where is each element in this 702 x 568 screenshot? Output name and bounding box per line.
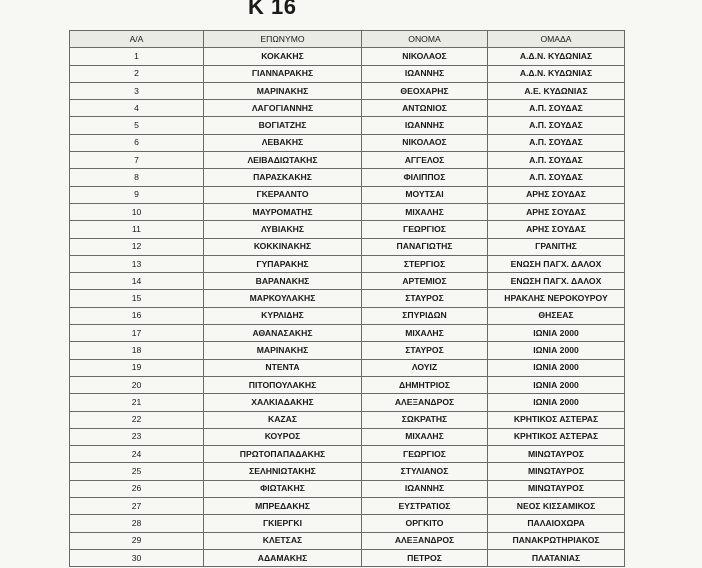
cell-surname: ΜΑΡΙΝΑΚΗΣ [204,82,362,99]
cell-surname: ΜΑΡΚΟΥΛΑΚΗΣ [204,290,362,307]
cell-team: ΠΛΑΤΑΝΙΑΣ [488,549,625,566]
cell-surname: ΚΥΡΛΙΔΗΣ [204,307,362,324]
cell-surname: ΠΑΡΑΣΚΑΚΗΣ [204,169,362,186]
cell-team: ΑΡΗΣ ΣΟΥΔΑΣ [488,186,625,203]
cell-team: ΕΝΩΣΗ ΠΑΓΧ. ΔΑΛΟΧ [488,255,625,272]
cell-surname: ΠΙΤΟΠΟΥΛΑΚΗΣ [204,376,362,393]
cell-aa: 28 [70,515,204,532]
cell-first-name: ΓΕΩΡΓΙΟΣ [362,446,488,463]
cell-first-name: ΣΤΥΛΙΑΝΟΣ [362,463,488,480]
cell-aa: 27 [70,498,204,515]
cell-surname: ΚΟΥΡΟΣ [204,428,362,445]
cell-team: ΗΡΑΚΛΗΣ ΝΕΡΟΚΟΥΡΟΥ [488,290,625,307]
cell-surname: ΚΟΚΑΚΗΣ [204,48,362,65]
cell-surname: ΓΙΑΝΝΑΡΑΚΗΣ [204,65,362,82]
table-row [70,307,625,324]
table-row [70,169,625,186]
cell-first-name: ΑΝΤΩΝΙΟΣ [362,100,488,117]
cell-team: Α.Π. ΣΟΥΔΑΣ [488,100,625,117]
cell-team: ΙΩΝΙΑ 2000 [488,394,625,411]
cell-team: ΙΩΝΙΑ 2000 [488,359,625,376]
cell-aa: 16 [70,307,204,324]
cell-surname: ΧΑΛΚΙΑΔΑΚΗΣ [204,394,362,411]
cell-team: Α.Δ.Ν. ΚΥΔΩΝΙΑΣ [488,48,625,65]
cell-first-name: ΓΕΩΡΓΙΟΣ [362,221,488,238]
cell-aa: 2 [70,65,204,82]
cell-first-name: ΜΙΧΑΛΗΣ [362,203,488,220]
cell-first-name: ΑΓΓΕΛΟΣ [362,152,488,169]
cell-aa: 23 [70,428,204,445]
cell-surname: ΓΚΕΡΑΛΝΤΟ [204,186,362,203]
cell-first-name: ΙΩΑΝΝΗΣ [362,480,488,497]
cell-aa: 30 [70,549,204,566]
cell-surname: ΓΚΙΕΡΓΚΙ [204,515,362,532]
table-row [70,480,625,497]
cell-aa: 15 [70,290,204,307]
cell-surname: ΠΡΩΤΟΠΑΠΑΔΑΚΗΣ [204,446,362,463]
table-row [70,48,625,65]
table-row [70,152,625,169]
cell-aa: 12 [70,238,204,255]
cell-team: ΜΙΝΩΤΑΥΡΟΣ [488,480,625,497]
cell-surname: ΜΑΥΡΟΜΑΤΗΣ [204,203,362,220]
cell-first-name: ΝΙΚΟΛΑΟΣ [362,48,488,65]
cell-team: Α.Π. ΣΟΥΔΑΣ [488,134,625,151]
cell-surname: ΦΙΩΤΑΚΗΣ [204,480,362,497]
header-team: ΟΜΑΔΑ [488,31,625,48]
cell-team: ΑΡΗΣ ΣΟΥΔΑΣ [488,203,625,220]
cell-first-name: ΣΠΥΡΙΔΩΝ [362,307,488,324]
cell-aa: 3 [70,82,204,99]
table-row [70,394,625,411]
cell-aa: 29 [70,532,204,549]
cell-surname: ΜΠΡΕΔΑΚΗΣ [204,498,362,515]
table-row [70,532,625,549]
cell-team: ΚΡΗΤΙΚΟΣ ΑΣΤΕΡΑΣ [488,428,625,445]
cell-team: Α.Π. ΣΟΥΔΑΣ [488,152,625,169]
cell-first-name: ΑΡΤΕΜΙΟΣ [362,273,488,290]
cell-first-name: ΘΕΟΧΑΡΗΣ [362,82,488,99]
cell-aa: 1 [70,48,204,65]
cell-aa: 21 [70,394,204,411]
table-row [70,325,625,342]
cell-aa: 25 [70,463,204,480]
table-row [70,221,625,238]
header-surname: ΕΠΩΝΥΜΟ [204,31,362,48]
table-row [70,359,625,376]
cell-first-name: ΑΛΕΞΑΝΔΡΟΣ [362,394,488,411]
cell-first-name: ΦΙΛΙΠΠΟΣ [362,169,488,186]
table-row [70,342,625,359]
table-row [70,549,625,566]
cell-aa: 26 [70,480,204,497]
table-row [70,117,625,134]
cell-aa: 17 [70,325,204,342]
table-row [70,255,625,272]
cell-team: ΘΗΣΕΑΣ [488,307,625,324]
cell-first-name: ΣΩΚΡΑΤΗΣ [362,411,488,428]
cell-surname: ΚΟΚΚΙΝΑΚΗΣ [204,238,362,255]
cell-surname: ΣΕΛΗΝΙΩΤΑΚΗΣ [204,463,362,480]
table-row [70,498,625,515]
cell-aa: 6 [70,134,204,151]
cell-first-name: ΠΑΝΑΓΙΩΤΗΣ [362,238,488,255]
cell-surname: ΛΑΓΟΓΙΑΝΝΗΣ [204,100,362,117]
table-row [70,82,625,99]
cell-aa: 19 [70,359,204,376]
cell-aa: 20 [70,376,204,393]
cell-team: ΙΩΝΙΑ 2000 [488,342,625,359]
cell-first-name: ΠΕΤΡΟΣ [362,549,488,566]
table-row [70,428,625,445]
cell-first-name: ΕΥΣΤΡΑΤΙΟΣ [362,498,488,515]
cell-surname: ΒΟΓΙΑΤΖΗΣ [204,117,362,134]
cell-surname: ΑΘΑΝΑΣΑΚΗΣ [204,325,362,342]
cell-aa: 7 [70,152,204,169]
cell-first-name: ΜΙΧΑΛΗΣ [362,325,488,342]
table-row [70,446,625,463]
cell-surname: ΒΑΡΑΝΑΚΗΣ [204,273,362,290]
cell-team: ΓΡΑΝΙΤΗΣ [488,238,625,255]
table-row [70,134,625,151]
cell-surname: ΝΤΕΝΤΑ [204,359,362,376]
table-row [70,463,625,480]
cell-team: ΚΡΗΤΙΚΟΣ ΑΣΤΕΡΑΣ [488,411,625,428]
table-row [70,290,625,307]
cell-aa: 9 [70,186,204,203]
cell-team: ΠΑΛΑΙΟΧΩΡΑ [488,515,625,532]
cell-team: ΜΙΝΩΤΑΥΡΟΣ [488,463,625,480]
cell-surname: ΚΛΕΤΣΑΣ [204,532,362,549]
header-row [70,31,625,48]
table-row [70,411,625,428]
cell-aa: 5 [70,117,204,134]
header-first-name: ΟΝΟΜΑ [362,31,488,48]
cell-aa: 10 [70,203,204,220]
cell-first-name: ΣΤΕΡΓΙΟΣ [362,255,488,272]
table-row [70,376,625,393]
cell-first-name: ΙΩΑΝΝΗΣ [362,65,488,82]
cell-first-name: ΣΤΑΥΡΟΣ [362,290,488,307]
cell-surname: ΚΑΖΑΣ [204,411,362,428]
cell-first-name: ΟΡΓΚΙΤΟ [362,515,488,532]
cell-aa: 13 [70,255,204,272]
cell-team: ΙΩΝΙΑ 2000 [488,325,625,342]
cell-team: Α.Π. ΣΟΥΔΑΣ [488,169,625,186]
cell-surname: ΜΑΡΙΝΑΚΗΣ [204,342,362,359]
cell-first-name: ΜΙΧΑΛΗΣ [362,428,488,445]
table-row [70,238,625,255]
cell-team: Α.Π. ΣΟΥΔΑΣ [488,117,625,134]
table-row [70,186,625,203]
cell-surname: ΑΔΑΜΑΚΗΣ [204,549,362,566]
table-row [70,203,625,220]
cell-team: ΑΡΗΣ ΣΟΥΔΑΣ [488,221,625,238]
cell-aa: 14 [70,273,204,290]
cell-first-name: ΛΟΥΙΖ [362,359,488,376]
cell-aa: 18 [70,342,204,359]
cell-surname: ΛΕΒΑΚΗΣ [204,134,362,151]
table-row [70,273,625,290]
table-row [70,515,625,532]
cell-team: Α.Ε. ΚΥΔΩΝΙΑΣ [488,82,625,99]
cell-aa: 11 [70,221,204,238]
cell-aa: 8 [70,169,204,186]
cell-aa: 4 [70,100,204,117]
cell-team: ΠΑΝΑΚΡΩΤΗΡΙΑΚΟΣ [488,532,625,549]
cell-surname: ΛΕΙΒΑΔΙΩΤΑΚΗΣ [204,152,362,169]
cell-team: ΙΩΝΙΑ 2000 [488,376,625,393]
cell-first-name: ΝΙΚΟΛΑΟΣ [362,134,488,151]
page-title: K 16 [248,0,297,19]
cell-aa: 22 [70,411,204,428]
cell-first-name: ΑΛΕΞΑΝΔΡΟΣ [362,532,488,549]
cell-first-name: ΙΩΑΝΝΗΣ [362,117,488,134]
cell-first-name: ΣΤΑΥΡΟΣ [362,342,488,359]
cell-team: Α.Δ.Ν. ΚΥΔΩΝΙΑΣ [488,65,625,82]
header-aa: A/A [70,31,204,48]
cell-first-name: ΔΗΜΗΤΡΙΟΣ [362,376,488,393]
roster-table [69,30,625,567]
roster-body [70,48,625,567]
table-row [70,100,625,117]
cell-aa: 24 [70,446,204,463]
cell-team: ΕΝΩΣΗ ΠΑΓΧ. ΔΑΛΟΧ [488,273,625,290]
cell-team: ΝΕΟΣ ΚΙΣΣΑΜΙΚΟΣ [488,498,625,515]
table-row [70,65,625,82]
cell-surname: ΓΥΠΑΡΑΚΗΣ [204,255,362,272]
cell-team: ΜΙΝΩΤΑΥΡΟΣ [488,446,625,463]
cell-surname: ΛΥΒΙΑΚΗΣ [204,221,362,238]
cell-first-name: ΜΟΥΤΣΑΙ [362,186,488,203]
